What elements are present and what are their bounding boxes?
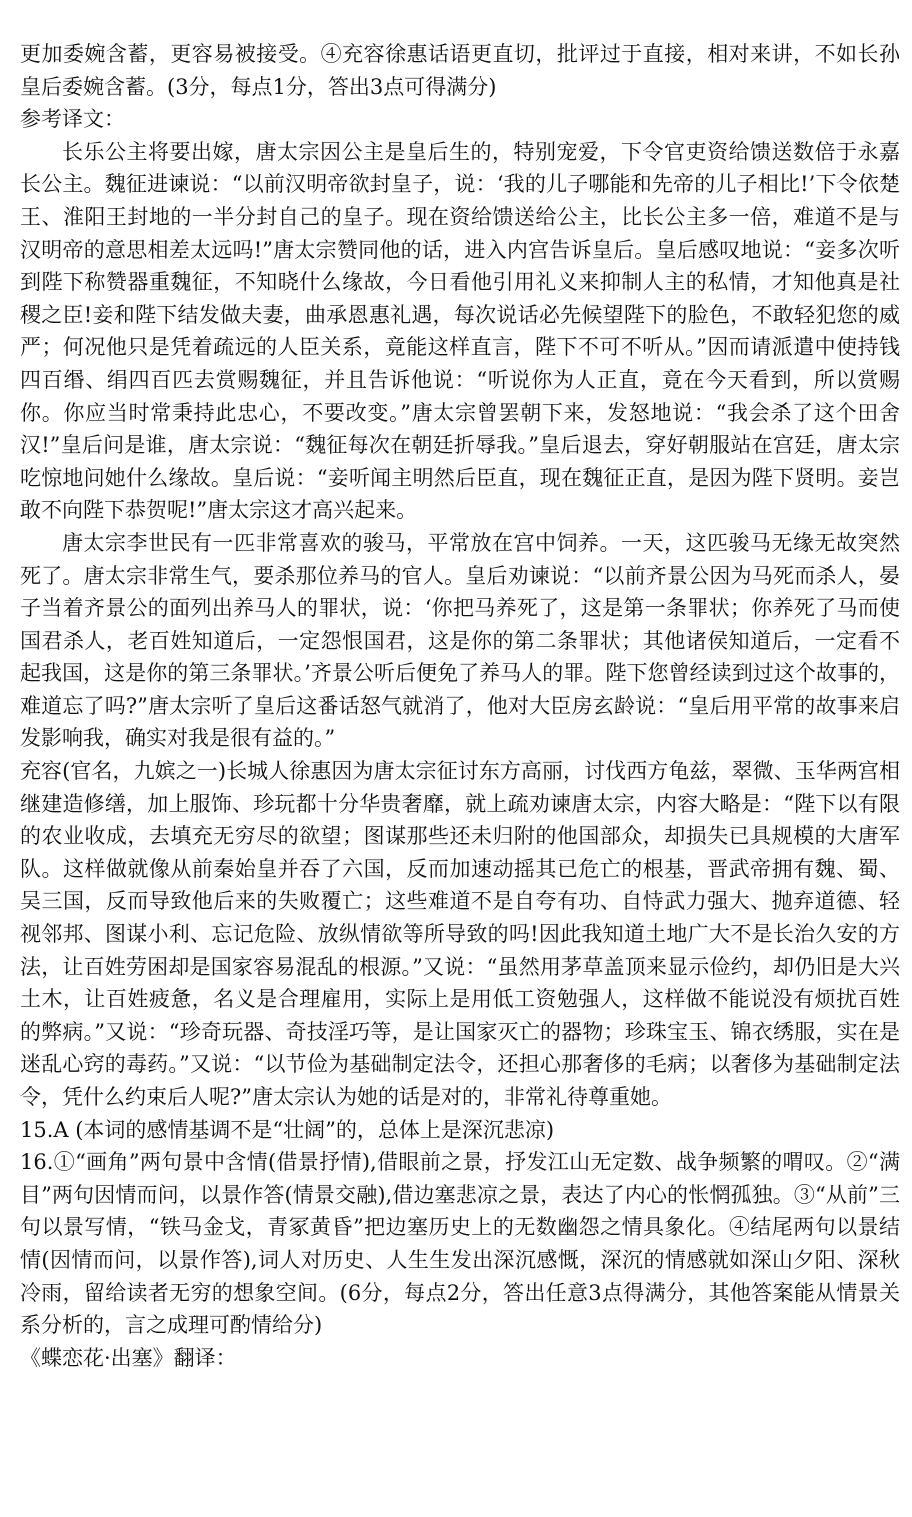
translation-paragraph-1: 长乐公主将要出嫁，唐太宗因公主是皇后生的，特别宠爱，下令官吏资给馈送数倍于永嘉长公主。魏征进谏说：“以前汉明帝欲封皇子，说：‘我的儿子哪能和先帝的儿子相比!’下令依楚王、淮阳王封地的一半分封自己的皇子。现在资给馈送给公主，比长公主多一倍，难道不是与汉明帝的意思相差太远吗!”唐太宗赞同他的话，进入内宫告诉皇后。皇后感叹地说：“妾多次听到陛下称赞器重魏征，不知晓什么缘故，今日看他引用礼义来抑制人主的私情，才知他真是社稷之臣!妾和陛下结发做夫妻，曲承恩惠礼遇，每次说话必先候望陛下的脸色，不敢轻犯您的威严；何况他只是凭着疏远的人臣关系，竟能这样直言，陛下不可不听从。”因而请派遣中使持钱四百缗、绢四百匹去赏赐魏征，并且告诉他说：“听说你为人正直，竟在今天看到，所以赏赐你。你应当时常秉持此忠心，不要改变。”唐太宗曾罢朝下来，发怒地说：“我会杀了这个田舍汉!”皇后问是谁，唐太宗说：“魏征每次在朝廷折辱我。”皇后退去，穿好朝服站在宫廷，唐太宗吃惊地问她什么缘故。皇后说：“妾听闻主明然后臣直，现在魏征正直，是因为陛下贤明。妾岂敢不向陛下恭贺呢!”唐太宗这才高兴起来。 [20,139,900,523]
answer-15: 15.A (本词的感情基调不是“壮阔”的，总体上是深沉悲凉) [20,1117,555,1142]
translation-paragraph-3: 充容(官名，九嫔之一)长城人徐惠因为唐太宗征讨东方高丽，讨伐西方龟兹，翠微、玉华两宫相继建造修缮，加上服饰、珍玩都十分华贵奢靡，就上疏劝谏唐太宗，内容大略是：“陛下以有限的农业收成，去填充无穷尽的欲望；图谋那些还未归附的他国部众，却损失已具规模的大唐军队。这样做就像从前秦始皇并吞了六国，反而加速动摇其已危亡的根基，晋武帝拥有魏、蜀、吴三国，反而导致他后来的失败覆亡；这些难道不是自夸有功、自恃武力强大、抛弃道德、轻视邻邦、图谋小利、忘记危险、放纵情欲等所导致的吗!因此我知道土地广大不是长治久安的方法，让百姓劳困却是国家容易混乱的根源。”又说：“虽然用茅草盖顶来显示俭约，却仍旧是大兴土木，让百姓疲惫，名义是合理雇用，实际上是用低工资勉强人，这样做不能说没有烦扰百姓的弊病。”又说：“珍奇玩器、奇技淫巧等，是让国家灭亡的器物；珍珠宝玉、锦衣绣服，实在是迷乱心窍的毒药。”又说：“以节俭为基础制定法令，还担心那奢侈的毛病；以奢侈为基础制定法令，凭什么约束后人呢?”唐太宗认为她的话是对的，非常礼待尊重她。 [20,759,900,1109]
answer-16: 16.①“画角”两句景中含情(借景抒情),借眼前之景，抒发江山无定数、战争频繁的喟叹。②“满目”两句因情而问，以景作答(情景交融),借边塞悲凉之景，表达了内心的怅惘孤独。③“从前”三句以景写情，“铁马金戈，青冢黄昏”把边塞历史上的无数幽怨之情具象化。④结尾两句以景结情(因情而问，以景作答),词人对历史、人生生发出深沉感慨，深沉的情感就如深山夕阳、深秋冷雨，留给读者无穷的想象空间。(6分，每点2分，答出任意3点得满分，其他答案能从情景关系分析的，言之成理可酌情给分) [20,1150,900,1338]
document-page [20,38,900,1374]
answer-text-end: 更加委婉含蓄，更容易被接受。④充容徐惠话语更直切，批评过于直接，相对来讲，不如长孙皇后委婉含蓄。(3分，每点1分，答出3点可得满分) [20,42,900,99]
translation-paragraph-2: 唐太宗李世民有一匹非常喜欢的骏马，平常放在宫中饲养。一天，这匹骏马无缘无故突然死了。唐太宗非常生气，要杀那位养马的官人。皇后劝谏说：“以前齐景公因为马死而杀人，晏子当着齐景公的面列出养马人的罪状，说：‘你把马养死了，这是第一条罪状；你养死了马而使国君杀人，老百姓知道后，一定怨恨国君，这是你的第二条罪状；其他诸侯知道后，一定看不起我国，这是你的第三条罪状。’齐景公听后便免了养马人的罪。陛下您曾经读到过这个故事的，难道忘了吗?”唐太宗听了皇后这番话怒气就消了，他对大臣房玄龄说：“皇后用平常的故事来启发影响我，确实对我是很有益的。” [20,530,900,751]
poem-translation-heading: 《蝶恋花·出塞》翻译： [20,1345,237,1370]
translation-heading: 参考译文： [20,107,125,132]
